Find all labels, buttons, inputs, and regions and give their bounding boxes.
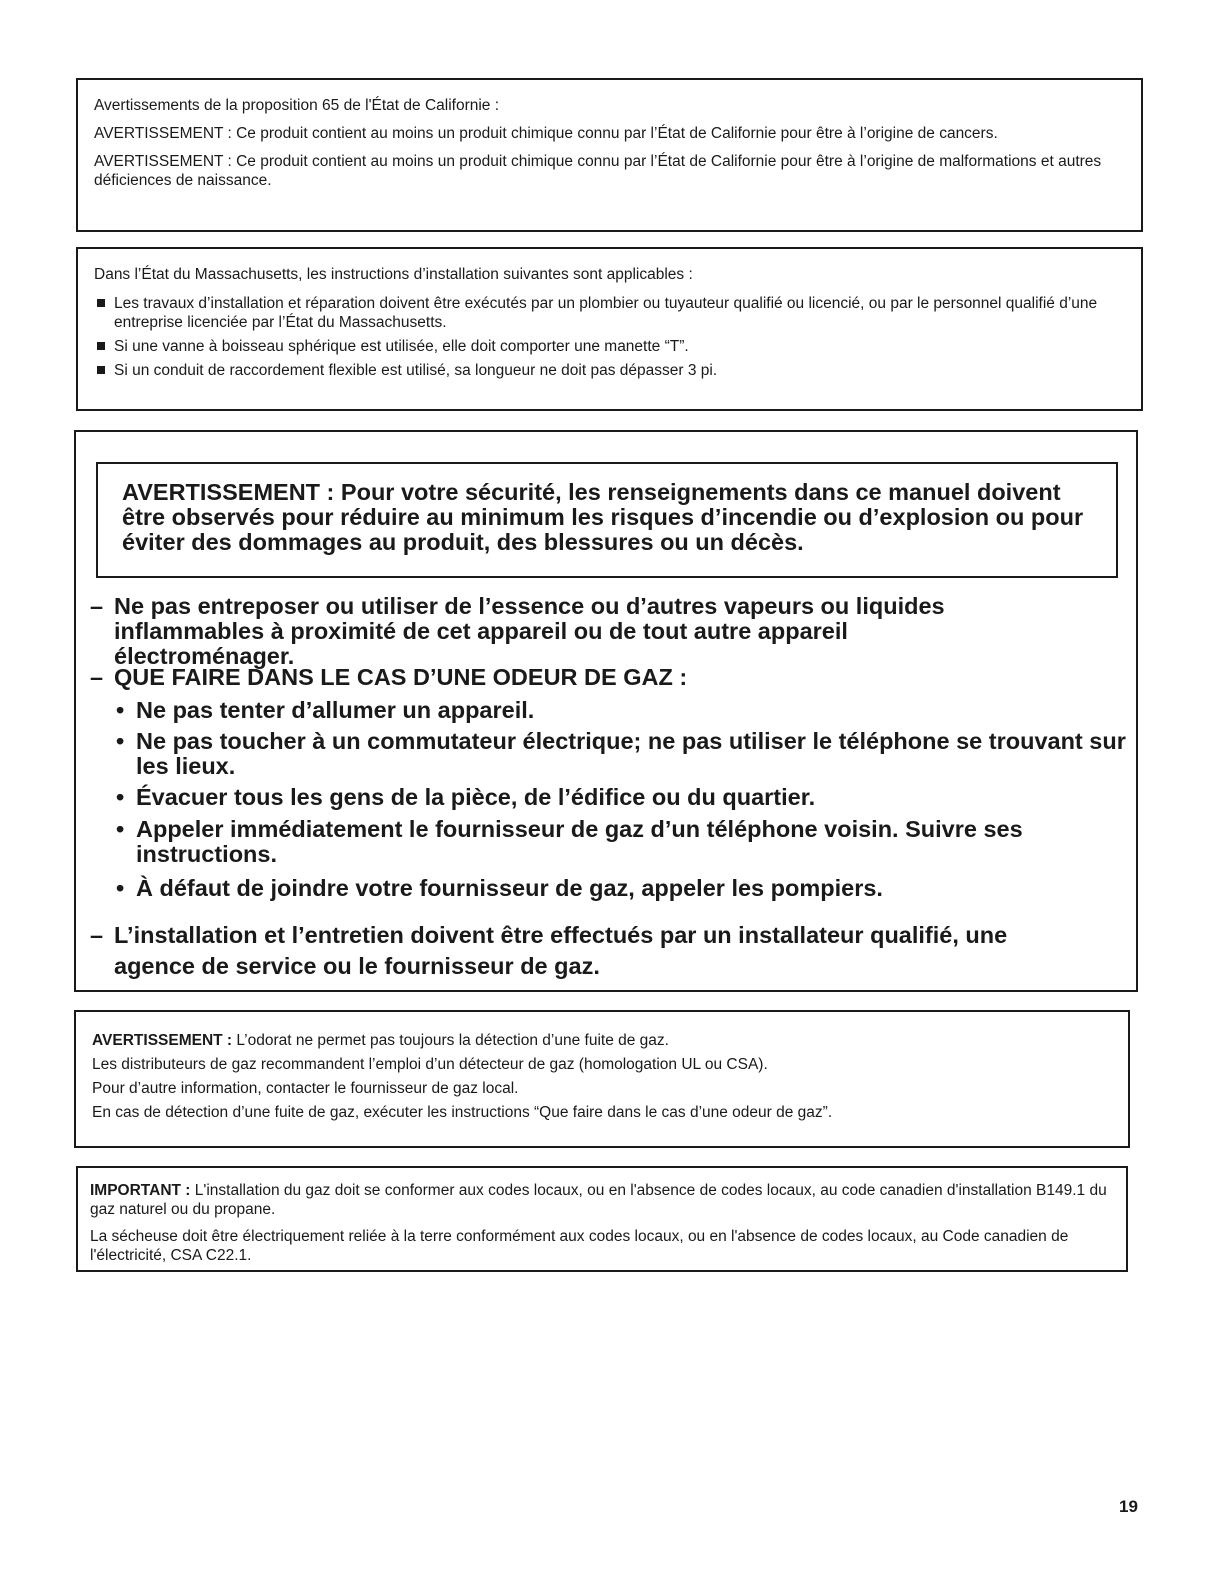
list-item	[94, 294, 1125, 332]
list-item	[94, 337, 1125, 356]
gas-odor-step-text: Ne pas toucher à un commutateur électrique; ne pas utiliser le téléphone se trouvant sur les lieux.	[136, 728, 1126, 779]
warning-item-installation	[90, 920, 1090, 982]
dash-marker: –	[90, 664, 104, 690]
warning-item-text: L’installation et l’entretien doivent être effectués par un installateur qualifié, une agence de service ou le fournisseur de gaz.	[114, 922, 1008, 979]
bullet-icon: •	[116, 784, 125, 810]
important-box	[76, 1166, 1128, 1272]
gas-detection-box	[74, 1010, 1130, 1148]
california-warning-birth-defects: AVERTISSEMENT : Ce produit contient au moins un produit chimique connu par l’État de Californie pour être à l’origine de malformations et autres déficiences de naissance.	[94, 153, 1102, 189]
safety-headline-box	[96, 462, 1118, 578]
gas-detection-line	[92, 1029, 1112, 1053]
gas-odor-step-text: Appeler immédiatement le fournisseur de gaz d’un téléphone voisin. Suivre ses instructions.	[136, 816, 1023, 867]
bullet-icon: •	[116, 697, 125, 723]
california-warning-cancer: AVERTISSEMENT : Ce produit contient au moins un produit chimique connu par l’État de Californie pour être à l’origine de cancers.	[94, 125, 998, 142]
dash-marker: –	[90, 922, 104, 948]
warning-item-text: Ne pas entreposer ou utiliser de l’essence ou d’autres vapeurs ou liquides inflammables à proximité de cet appareil ou de tout autre appareil électroménager.	[114, 593, 945, 669]
warning-item-gas-odor	[90, 665, 1090, 690]
dash-marker: –	[90, 593, 104, 619]
bullet-icon: •	[116, 875, 125, 901]
gas-odor-step	[116, 817, 1126, 867]
page-number: 19	[1119, 1497, 1138, 1516]
important-paragraph: La sécheuse doit être électriquement reliée à la terre conformément aux codes locaux, ou en l'absence de codes locaux, au Code canadien de l'électricité, CSA C22.1.	[90, 1228, 1069, 1264]
warning-item-text: QUE FAIRE DANS LE CAS D’UNE ODEUR DE GAZ :	[114, 664, 688, 690]
important-text: L'installation du gaz doit se conformer aux codes locaux, ou en l'absence de codes locaux, au code canadien d'installation B149.1 du gaz naturel ou du propane.	[90, 1182, 1107, 1218]
gas-detection-line: Pour d’autre information, contacter le fournisseur de gaz local.	[92, 1080, 519, 1097]
gas-detection-line: Les distributeurs de gaz recommandent l’emploi d’un détecteur de gaz (homologation UL ou CSA).	[92, 1056, 768, 1073]
bullet-icon: •	[116, 728, 125, 754]
gas-odor-step-text: À défaut de joindre votre fournisseur de gaz, appeler les pompiers.	[136, 875, 883, 901]
important-paragraph	[90, 1181, 1114, 1219]
gas-odor-step-text: Ne pas tenter d’allumer un appareil.	[136, 697, 535, 723]
warning-item-flammables	[90, 594, 1090, 669]
gas-odor-step	[116, 698, 1126, 723]
gas-detection-line: En cas de détection d’une fuite de gaz, exécuter les instructions “Que faire dans le cas d’une odeur de gaz”.	[92, 1104, 833, 1121]
list-item-text: Si un conduit de raccordement flexible est utilisé, sa longueur ne doit pas dépasser 3 pi.	[114, 362, 718, 379]
square-bullet-icon	[97, 299, 105, 307]
gas-odor-step	[116, 876, 1126, 901]
square-bullet-icon	[97, 342, 105, 350]
gas-detection-lead: AVERTISSEMENT :	[92, 1032, 233, 1049]
bullet-icon: •	[116, 816, 125, 842]
main-safety-warning-box	[74, 430, 1138, 992]
gas-odor-step	[116, 785, 1126, 810]
list-item-text: Si une vanne à boisseau sphérique est utilisée, elle doit comporter une manette “T”.	[114, 338, 689, 355]
safety-headline: AVERTISSEMENT : Pour votre sécurité, les renseignements dans ce manuel doivent être observés pour réduire au minimum les risques d’incendie ou d’explosion ou pour éviter des dommages au produit, des blessures ou un décès.	[122, 479, 1084, 555]
massachusetts-intro: Dans l’État du Massachusetts, les instructions d’installation suivantes sont applicables :	[94, 266, 693, 283]
important-lead: IMPORTANT :	[90, 1182, 191, 1199]
square-bullet-icon	[97, 366, 105, 374]
california-heading: Avertissements de la proposition 65 de l'État de Californie :	[94, 97, 500, 114]
gas-detection-text: L’odorat ne permet pas toujours la détection d’une fuite de gaz.	[232, 1032, 669, 1049]
gas-odor-step	[116, 729, 1126, 779]
gas-odor-step-text: Évacuer tous les gens de la pièce, de l’édifice ou du quartier.	[136, 784, 816, 810]
list-item-text: Les travaux d’installation et réparation doivent être exécutés par un plombier ou tuyauteur qualifié ou licencié, ou par le personnel qualifié d’une entreprise licenciée par l’État du Massachusetts.	[114, 295, 1098, 331]
massachusetts-box	[76, 247, 1143, 411]
list-item	[94, 361, 1125, 380]
california-warning-box	[76, 78, 1143, 232]
